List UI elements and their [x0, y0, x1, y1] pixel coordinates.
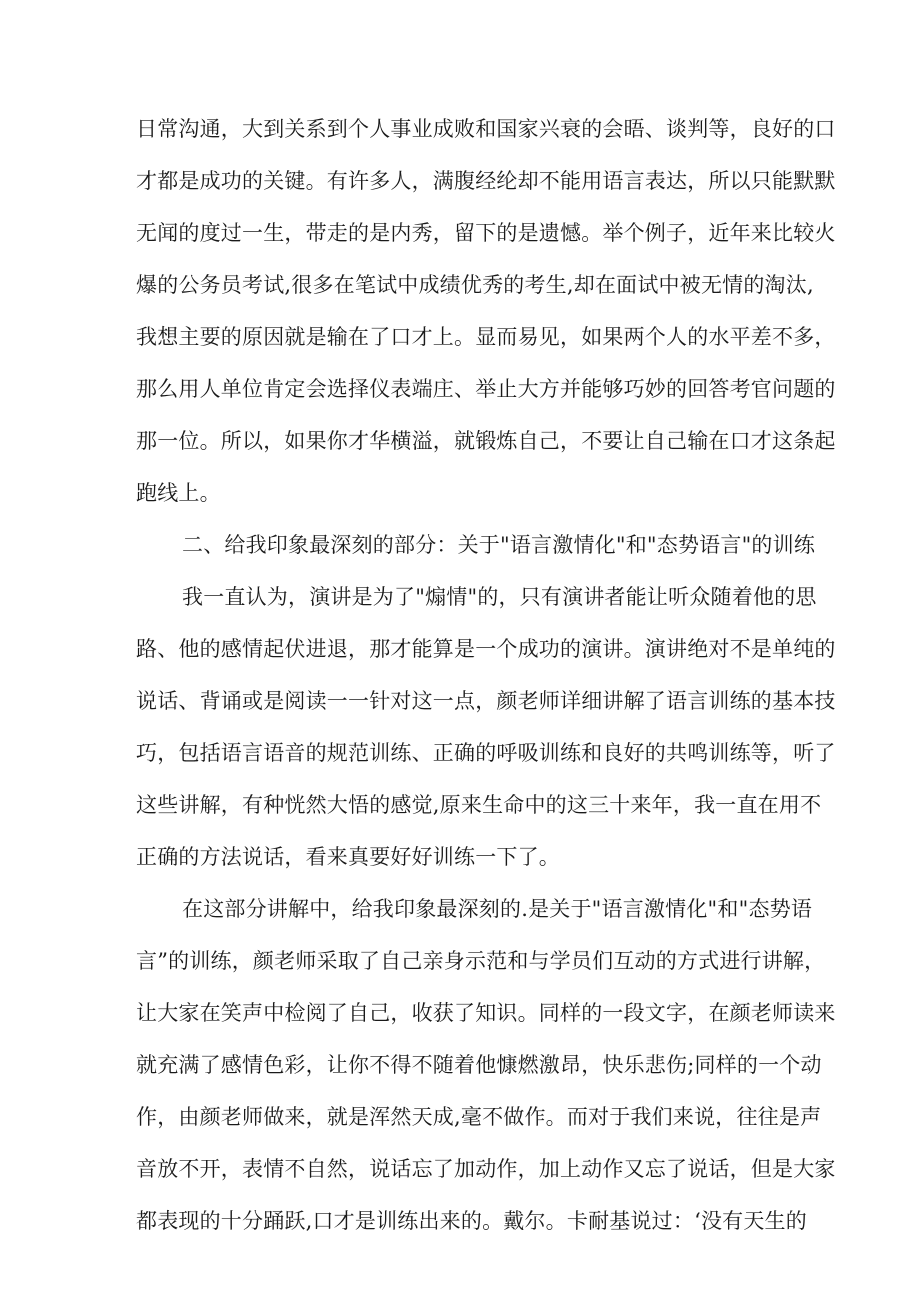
paragraph-line: 就充满了感情色彩，让你不得不随着他慷燃激昂，快乐悲伤;同样的一个动: [136, 1053, 822, 1077]
paragraph-line: 我想主要的原因就是输在了口才上。显而易见，如果两个人的水平差不多，: [136, 325, 836, 349]
paragraph-line: 音放不开，表情不自然，说话忘了加动作，加上动作又忘了说话，但是大家: [136, 1157, 836, 1181]
paragraph-line: 才都是成功的关键。有许多人，满腹经纶却不能用语言表达，所以只能默默: [136, 169, 836, 193]
paragraph-line: 我一直认为，演讲是为了"煽情"的，只有演讲者能让听众随着他的思: [182, 585, 817, 609]
paragraph-line: 说话、背诵或是阅读一一针对这一点，颜老师详细讲解了语言训练的基本技: [136, 689, 836, 713]
paragraph-line: 让大家在笑声中检阅了自己，收获了知识。同样的一段文字，在颜老师读来: [136, 1001, 836, 1025]
paragraph-line: 言”的训练，颜老师采取了自己亲身示范和与学员们互动的方式进行讲解，: [136, 949, 826, 973]
paragraph-line: 无闻的度过一生，带走的是内秀，留下的是遗憾。举个例子，近年来比较火: [136, 221, 836, 245]
section-heading: 二、给我印象最深刻的部分：关于"语言激情化"和"态势语言"的训练: [182, 533, 816, 557]
paragraph-line: 日常沟通，大到关系到个人事业成败和国家兴衰的会晤、谈判等，良好的口: [136, 117, 836, 141]
paragraph-line: 都表现的十分踊跃,口才是训练出来的。戴尔。卡耐基说过：‘没有天生的: [136, 1209, 807, 1233]
paragraph-line: 爆的公务员考试,很多在笔试中成绩优秀的考生,却在面试中被无情的淘汰,: [136, 273, 814, 297]
paragraph-line: 跑线上。: [136, 481, 221, 505]
paragraph-line: 那一位。所以，如果你才华横溢，就锻炼自己，不要让自己输在口才这条起: [136, 429, 836, 453]
paragraph-line: 在这部分讲解中，给我印象最深刻的.是关于"语言激情化"和"态势语: [182, 897, 813, 921]
paragraph-line: 作，由颜老师做来，就是浑然天成,毫不做作。而对于我们来说，往往是声: [136, 1105, 822, 1129]
paragraph-line: 那么用人单位肯定会选择仪表端庄、举止大方并能够巧妙的回答考官问题的: [136, 377, 836, 401]
paragraph-line: 巧，包括语言语音的规范训练、正确的呼吸训练和良好的共鸣训练等，听了: [136, 741, 836, 765]
paragraph-line: 路、他的感情起伏进退，那才能算是一个成功的演讲。演讲绝对不是单纯的: [136, 637, 836, 661]
paragraph-line: 这些讲解，有种恍然大悟的感觉,原来生命中的这三十来年，我一直在用不: [136, 793, 822, 817]
paragraph-line: 正确的方法说话，看来真要好好训练一下了。: [136, 845, 560, 869]
